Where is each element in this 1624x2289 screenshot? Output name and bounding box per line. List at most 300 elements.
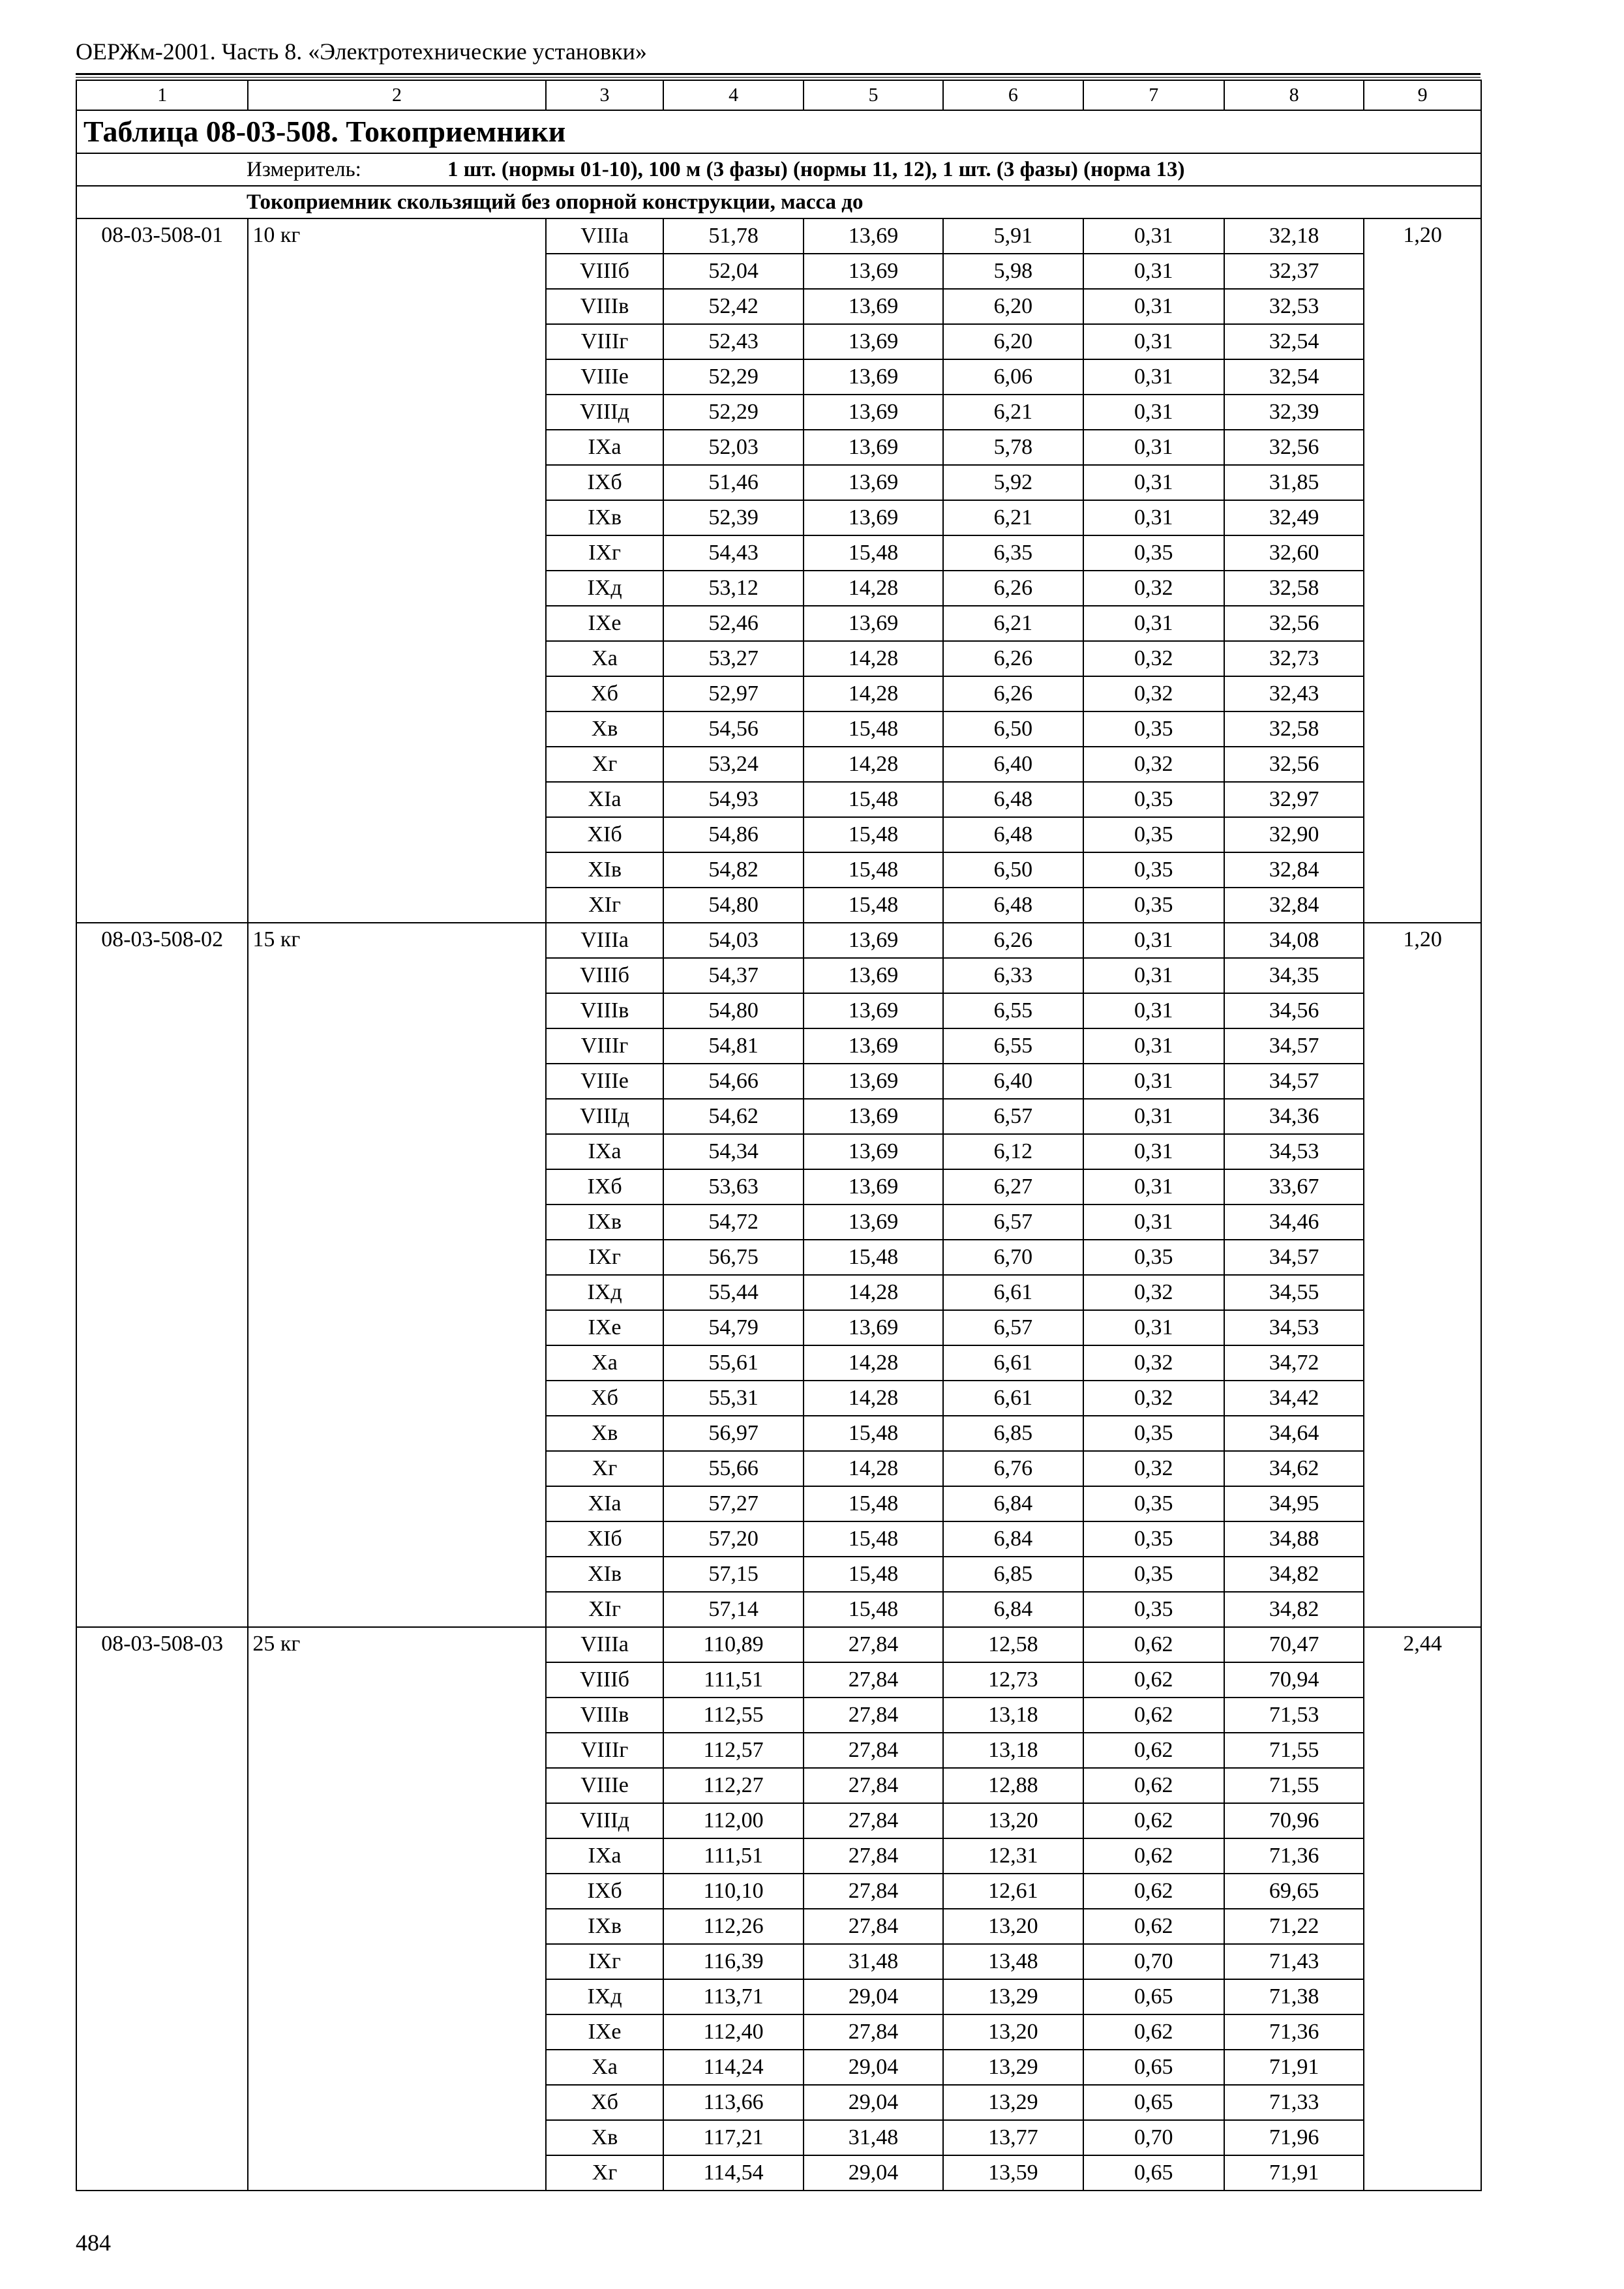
- column-number: 9: [1364, 80, 1481, 110]
- zone-cell: VIIIг: [546, 1028, 664, 1064]
- value-cell: 6,57: [943, 1204, 1083, 1240]
- value-cell: 14,28: [804, 676, 943, 711]
- value-cell: 13,69: [804, 1310, 943, 1345]
- zone-cell: Xа: [546, 1345, 664, 1381]
- value-cell: 13,69: [804, 465, 943, 500]
- page-number: 484: [76, 2230, 111, 2256]
- value-cell: 0,35: [1083, 888, 1224, 923]
- value-cell: 71,43: [1224, 1944, 1364, 1979]
- zone-cell: IXд: [546, 1275, 664, 1310]
- value-cell: 52,03: [663, 430, 803, 465]
- value-cell: 14,28: [804, 1345, 943, 1381]
- table-title: Таблица 08-03-508. Токоприемники: [76, 110, 1481, 153]
- mass-cell: 15 кг: [248, 923, 545, 1627]
- value-cell: 0,31: [1083, 1310, 1224, 1345]
- value-cell: 71,91: [1224, 2050, 1364, 2085]
- value-cell: 0,31: [1083, 465, 1224, 500]
- column-number: 1: [76, 80, 248, 110]
- value-cell: 0,31: [1083, 1204, 1224, 1240]
- value-cell: 13,69: [804, 1169, 943, 1204]
- zone-cell: IXб: [546, 1169, 664, 1204]
- value-cell: 6,40: [943, 747, 1083, 782]
- value-cell: 53,63: [663, 1169, 803, 1204]
- column-9-value: 2,44: [1364, 1627, 1481, 2191]
- value-cell: 6,21: [943, 500, 1083, 535]
- value-cell: 0,31: [1083, 289, 1224, 324]
- value-cell: 6,55: [943, 993, 1083, 1028]
- value-cell: 51,78: [663, 218, 803, 254]
- measure-label: Измеритель:: [247, 158, 361, 181]
- value-cell: 0,35: [1083, 711, 1224, 747]
- column-9-value: 1,20: [1364, 218, 1481, 923]
- value-cell: 0,31: [1083, 1169, 1224, 1204]
- value-cell: 70,94: [1224, 1662, 1364, 1698]
- zone-cell: VIIIд: [546, 1099, 664, 1134]
- value-cell: 0,62: [1083, 1627, 1224, 1662]
- value-cell: 0,35: [1083, 1240, 1224, 1275]
- value-cell: 0,62: [1083, 1733, 1224, 1768]
- header-rule: [76, 73, 1481, 78]
- value-cell: 34,57: [1224, 1028, 1364, 1064]
- value-cell: 15,48: [804, 1416, 943, 1451]
- value-cell: 13,69: [804, 1028, 943, 1064]
- value-cell: 13,69: [804, 958, 943, 993]
- value-cell: 71,36: [1224, 2014, 1364, 2050]
- value-cell: 13,69: [804, 1099, 943, 1134]
- value-cell: 15,48: [804, 1486, 943, 1521]
- column-number: 6: [943, 80, 1083, 110]
- value-cell: 13,69: [804, 993, 943, 1028]
- value-cell: 15,48: [804, 1557, 943, 1592]
- value-cell: 13,20: [943, 1803, 1083, 1838]
- value-cell: 52,29: [663, 395, 803, 430]
- value-cell: 6,21: [943, 606, 1083, 641]
- value-cell: 14,28: [804, 571, 943, 606]
- value-cell: 32,49: [1224, 500, 1364, 535]
- zone-cell: VIIIе: [546, 1768, 664, 1803]
- zone-cell: VIIIб: [546, 958, 664, 993]
- value-cell: 6,12: [943, 1134, 1083, 1169]
- value-cell: 57,20: [663, 1521, 803, 1557]
- value-cell: 32,84: [1224, 852, 1364, 888]
- table-subtitle: Токоприемник скользящий без опорной конструкции, масса до: [247, 190, 864, 214]
- value-cell: 15,48: [804, 1240, 943, 1275]
- value-cell: 32,39: [1224, 395, 1364, 430]
- zone-cell: Xг: [546, 1451, 664, 1486]
- value-cell: 14,28: [804, 1451, 943, 1486]
- value-cell: 0,31: [1083, 254, 1224, 289]
- value-cell: 0,65: [1083, 2155, 1224, 2191]
- value-cell: 34,64: [1224, 1416, 1364, 1451]
- value-cell: 13,69: [804, 324, 943, 359]
- value-cell: 32,43: [1224, 676, 1364, 711]
- value-cell: 116,39: [663, 1944, 803, 1979]
- value-cell: 0,35: [1083, 782, 1224, 817]
- table-row: [76, 923, 1481, 958]
- column-number: 3: [546, 80, 664, 110]
- value-cell: 0,65: [1083, 2085, 1224, 2120]
- value-cell: 13,69: [804, 606, 943, 641]
- value-cell: 0,65: [1083, 2050, 1224, 2085]
- value-cell: 31,85: [1224, 465, 1364, 500]
- value-cell: 71,22: [1224, 1909, 1364, 1944]
- value-cell: 31,48: [804, 2120, 943, 2155]
- value-cell: 55,44: [663, 1275, 803, 1310]
- value-cell: 113,71: [663, 1979, 803, 2014]
- value-cell: 51,46: [663, 465, 803, 500]
- value-cell: 27,84: [804, 1627, 943, 1662]
- value-cell: 13,18: [943, 1698, 1083, 1733]
- value-cell: 0,32: [1083, 1451, 1224, 1486]
- value-cell: 27,84: [804, 1733, 943, 1768]
- value-cell: 114,54: [663, 2155, 803, 2191]
- value-cell: 34,42: [1224, 1381, 1364, 1416]
- zone-cell: Xа: [546, 641, 664, 676]
- value-cell: 33,67: [1224, 1169, 1364, 1204]
- value-cell: 0,70: [1083, 2120, 1224, 2155]
- value-cell: 53,27: [663, 641, 803, 676]
- value-cell: 32,18: [1224, 218, 1364, 254]
- value-cell: 34,53: [1224, 1134, 1364, 1169]
- mass-cell: 10 кг: [248, 218, 545, 923]
- value-cell: 13,20: [943, 1909, 1083, 1944]
- value-cell: 69,65: [1224, 1874, 1364, 1909]
- value-cell: 112,27: [663, 1768, 803, 1803]
- value-cell: 6,26: [943, 641, 1083, 676]
- norm-code: 08-03-508-02: [76, 923, 248, 1627]
- value-cell: 32,53: [1224, 289, 1364, 324]
- value-cell: 13,69: [804, 1204, 943, 1240]
- measure-value: 1 шт. (нормы 01-10), 100 м (3 фазы) (нормы 11, 12), 1 шт. (3 фазы) (норма 13): [447, 158, 1185, 181]
- value-cell: 52,97: [663, 676, 803, 711]
- value-cell: 32,37: [1224, 254, 1364, 289]
- value-cell: 53,12: [663, 571, 803, 606]
- value-cell: 15,48: [804, 888, 943, 923]
- value-cell: 6,48: [943, 782, 1083, 817]
- zone-cell: Xа: [546, 2050, 664, 2085]
- zone-cell: VIIIв: [546, 1698, 664, 1733]
- value-cell: 6,70: [943, 1240, 1083, 1275]
- zone-cell: Xб: [546, 2085, 664, 2120]
- value-cell: 54,37: [663, 958, 803, 993]
- zone-cell: Xв: [546, 711, 664, 747]
- zone-cell: IXд: [546, 571, 664, 606]
- rates-table: [76, 80, 1482, 2191]
- zone-cell: IXд: [546, 1979, 664, 2014]
- value-cell: 0,62: [1083, 2014, 1224, 2050]
- value-cell: 0,62: [1083, 1768, 1224, 1803]
- value-cell: 0,35: [1083, 535, 1224, 571]
- running-header: ОЕРЖм-2001. Часть 8. «Электротехнические установки»: [76, 38, 647, 65]
- value-cell: 27,84: [804, 1909, 943, 1944]
- value-cell: 14,28: [804, 1381, 943, 1416]
- value-cell: 54,86: [663, 817, 803, 852]
- value-cell: 6,61: [943, 1381, 1083, 1416]
- zone-cell: IXб: [546, 1874, 664, 1909]
- value-cell: 6,20: [943, 324, 1083, 359]
- zone-cell: VIIIд: [546, 395, 664, 430]
- measure-cell: [76, 153, 1481, 186]
- value-cell: 32,56: [1224, 430, 1364, 465]
- value-cell: 70,96: [1224, 1803, 1364, 1838]
- value-cell: 0,32: [1083, 1345, 1224, 1381]
- value-cell: 54,93: [663, 782, 803, 817]
- zone-cell: VIIIа: [546, 218, 664, 254]
- value-cell: 6,50: [943, 711, 1083, 747]
- column-number: 5: [804, 80, 943, 110]
- value-cell: 12,88: [943, 1768, 1083, 1803]
- value-cell: 29,04: [804, 2050, 943, 2085]
- value-cell: 34,08: [1224, 923, 1364, 958]
- value-cell: 6,06: [943, 359, 1083, 395]
- zone-cell: XIа: [546, 782, 664, 817]
- value-cell: 32,60: [1224, 535, 1364, 571]
- value-cell: 70,47: [1224, 1627, 1364, 1662]
- value-cell: 32,58: [1224, 711, 1364, 747]
- value-cell: 54,80: [663, 888, 803, 923]
- value-cell: 6,20: [943, 289, 1083, 324]
- value-cell: 54,72: [663, 1204, 803, 1240]
- value-cell: 32,54: [1224, 324, 1364, 359]
- value-cell: 0,31: [1083, 606, 1224, 641]
- value-cell: 54,03: [663, 923, 803, 958]
- table-body: [76, 80, 1481, 2191]
- value-cell: 13,69: [804, 1064, 943, 1099]
- zone-cell: IXа: [546, 1838, 664, 1874]
- value-cell: 71,55: [1224, 1733, 1364, 1768]
- zone-cell: IXв: [546, 1204, 664, 1240]
- value-cell: 6,27: [943, 1169, 1083, 1204]
- value-cell: 13,69: [804, 289, 943, 324]
- value-cell: 54,62: [663, 1099, 803, 1134]
- value-cell: 6,48: [943, 817, 1083, 852]
- value-cell: 55,61: [663, 1345, 803, 1381]
- zone-cell: VIIIв: [546, 993, 664, 1028]
- value-cell: 6,50: [943, 852, 1083, 888]
- value-cell: 27,84: [804, 1803, 943, 1838]
- value-cell: 6,21: [943, 395, 1083, 430]
- value-cell: 0,35: [1083, 852, 1224, 888]
- zone-cell: VIIIа: [546, 923, 664, 958]
- zone-cell: IXг: [546, 1944, 664, 1979]
- zone-cell: IXг: [546, 535, 664, 571]
- value-cell: 34,62: [1224, 1451, 1364, 1486]
- zone-cell: Xв: [546, 2120, 664, 2155]
- column-number: 4: [663, 80, 803, 110]
- value-cell: 13,29: [943, 2050, 1083, 2085]
- value-cell: 14,28: [804, 1275, 943, 1310]
- value-cell: 13,29: [943, 2085, 1083, 2120]
- value-cell: 112,40: [663, 2014, 803, 2050]
- value-cell: 57,14: [663, 1592, 803, 1627]
- value-cell: 12,61: [943, 1874, 1083, 1909]
- subtitle-cell: [76, 186, 1481, 218]
- value-cell: 29,04: [804, 1979, 943, 2014]
- column-9-value: 1,20: [1364, 923, 1481, 1627]
- value-cell: 0,62: [1083, 1698, 1224, 1733]
- value-cell: 52,04: [663, 254, 803, 289]
- value-cell: 0,31: [1083, 430, 1224, 465]
- value-cell: 13,48: [943, 1944, 1083, 1979]
- value-cell: 15,48: [804, 535, 943, 571]
- value-cell: 112,00: [663, 1803, 803, 1838]
- value-cell: 0,31: [1083, 958, 1224, 993]
- value-cell: 113,66: [663, 2085, 803, 2120]
- value-cell: 6,26: [943, 571, 1083, 606]
- column-number: 7: [1083, 80, 1224, 110]
- value-cell: 13,69: [804, 1134, 943, 1169]
- value-cell: 71,55: [1224, 1768, 1364, 1803]
- value-cell: 52,43: [663, 324, 803, 359]
- value-cell: 6,84: [943, 1486, 1083, 1521]
- value-cell: 15,48: [804, 817, 943, 852]
- value-cell: 0,31: [1083, 359, 1224, 395]
- value-cell: 13,69: [804, 254, 943, 289]
- value-cell: 13,20: [943, 2014, 1083, 2050]
- value-cell: 6,84: [943, 1592, 1083, 1627]
- value-cell: 0,31: [1083, 500, 1224, 535]
- value-cell: 55,66: [663, 1451, 803, 1486]
- value-cell: 0,35: [1083, 1521, 1224, 1557]
- subtitle-row: [76, 186, 1481, 218]
- value-cell: 34,56: [1224, 993, 1364, 1028]
- zone-cell: VIIIа: [546, 1627, 664, 1662]
- value-cell: 34,35: [1224, 958, 1364, 993]
- value-cell: 12,73: [943, 1662, 1083, 1698]
- value-cell: 6,55: [943, 1028, 1083, 1064]
- value-cell: 5,78: [943, 430, 1083, 465]
- value-cell: 6,84: [943, 1521, 1083, 1557]
- value-cell: 6,48: [943, 888, 1083, 923]
- value-cell: 27,84: [804, 1662, 943, 1698]
- value-cell: 0,65: [1083, 1979, 1224, 2014]
- zone-cell: Xб: [546, 1381, 664, 1416]
- value-cell: 34,57: [1224, 1240, 1364, 1275]
- zone-cell: VIIIг: [546, 324, 664, 359]
- value-cell: 0,31: [1083, 1028, 1224, 1064]
- value-cell: 34,88: [1224, 1521, 1364, 1557]
- value-cell: 27,84: [804, 1768, 943, 1803]
- value-cell: 6,35: [943, 535, 1083, 571]
- value-cell: 15,48: [804, 1592, 943, 1627]
- value-cell: 112,26: [663, 1909, 803, 1944]
- value-cell: 29,04: [804, 2085, 943, 2120]
- value-cell: 71,91: [1224, 2155, 1364, 2191]
- zone-cell: VIIIб: [546, 254, 664, 289]
- value-cell: 0,31: [1083, 395, 1224, 430]
- value-cell: 52,39: [663, 500, 803, 535]
- value-cell: 13,77: [943, 2120, 1083, 2155]
- value-cell: 112,55: [663, 1698, 803, 1733]
- value-cell: 71,33: [1224, 2085, 1364, 2120]
- measure-row: [76, 153, 1481, 186]
- value-cell: 54,79: [663, 1310, 803, 1345]
- value-cell: 0,31: [1083, 324, 1224, 359]
- zone-cell: Xг: [546, 2155, 664, 2191]
- value-cell: 111,51: [663, 1662, 803, 1698]
- value-cell: 14,28: [804, 641, 943, 676]
- value-cell: 6,85: [943, 1416, 1083, 1451]
- value-cell: 0,32: [1083, 1275, 1224, 1310]
- value-cell: 34,82: [1224, 1592, 1364, 1627]
- zone-cell: XIг: [546, 888, 664, 923]
- value-cell: 13,69: [804, 359, 943, 395]
- value-cell: 52,46: [663, 606, 803, 641]
- zone-cell: XIв: [546, 1557, 664, 1592]
- value-cell: 0,35: [1083, 1416, 1224, 1451]
- value-cell: 27,84: [804, 1838, 943, 1874]
- value-cell: 12,58: [943, 1627, 1083, 1662]
- value-cell: 112,57: [663, 1733, 803, 1768]
- value-cell: 54,34: [663, 1134, 803, 1169]
- value-cell: 27,84: [804, 1874, 943, 1909]
- value-cell: 14,28: [804, 747, 943, 782]
- zone-cell: IXа: [546, 1134, 664, 1169]
- value-cell: 15,48: [804, 711, 943, 747]
- value-cell: 0,31: [1083, 993, 1224, 1028]
- value-cell: 27,84: [804, 1698, 943, 1733]
- zone-cell: IXб: [546, 465, 664, 500]
- value-cell: 34,57: [1224, 1064, 1364, 1099]
- value-cell: 71,53: [1224, 1698, 1364, 1733]
- value-cell: 0,31: [1083, 1134, 1224, 1169]
- value-cell: 6,33: [943, 958, 1083, 993]
- value-cell: 13,69: [804, 923, 943, 958]
- value-cell: 13,69: [804, 430, 943, 465]
- value-cell: 53,24: [663, 747, 803, 782]
- value-cell: 71,38: [1224, 1979, 1364, 2014]
- zone-cell: Xг: [546, 747, 664, 782]
- norm-code: 08-03-508-03: [76, 1627, 248, 2191]
- zone-cell: IXе: [546, 606, 664, 641]
- zone-cell: IXв: [546, 500, 664, 535]
- table-row: [76, 1627, 1481, 1662]
- value-cell: 117,21: [663, 2120, 803, 2155]
- value-cell: 32,54: [1224, 359, 1364, 395]
- value-cell: 0,31: [1083, 923, 1224, 958]
- value-cell: 32,58: [1224, 571, 1364, 606]
- value-cell: 13,69: [804, 500, 943, 535]
- table-row: [76, 218, 1481, 254]
- value-cell: 55,31: [663, 1381, 803, 1416]
- value-cell: 0,35: [1083, 1486, 1224, 1521]
- value-cell: 0,32: [1083, 1381, 1224, 1416]
- value-cell: 6,57: [943, 1099, 1083, 1134]
- value-cell: 0,31: [1083, 1099, 1224, 1134]
- value-cell: 0,62: [1083, 1662, 1224, 1698]
- value-cell: 34,55: [1224, 1275, 1364, 1310]
- value-cell: 0,62: [1083, 1874, 1224, 1909]
- value-cell: 34,36: [1224, 1099, 1364, 1134]
- value-cell: 6,40: [943, 1064, 1083, 1099]
- value-cell: 0,32: [1083, 676, 1224, 711]
- zone-cell: IXв: [546, 1909, 664, 1944]
- value-cell: 34,95: [1224, 1486, 1364, 1521]
- value-cell: 15,48: [804, 1521, 943, 1557]
- value-cell: 5,98: [943, 254, 1083, 289]
- value-cell: 114,24: [663, 2050, 803, 2085]
- value-cell: 54,80: [663, 993, 803, 1028]
- value-cell: 31,48: [804, 1944, 943, 1979]
- value-cell: 0,70: [1083, 1944, 1224, 1979]
- zone-cell: VIIIд: [546, 1803, 664, 1838]
- value-cell: 32,73: [1224, 641, 1364, 676]
- value-cell: 54,66: [663, 1064, 803, 1099]
- value-cell: 0,62: [1083, 1909, 1224, 1944]
- value-cell: 6,85: [943, 1557, 1083, 1592]
- norm-code: 08-03-508-01: [76, 218, 248, 923]
- value-cell: 6,61: [943, 1275, 1083, 1310]
